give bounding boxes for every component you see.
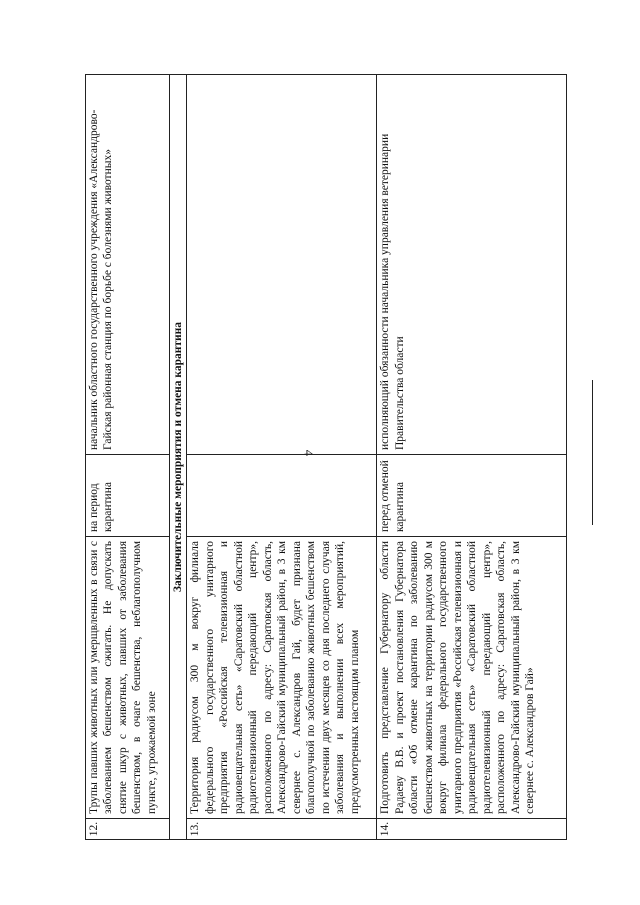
rotated-table-container bbox=[85, 75, 565, 840]
row-number: 14. bbox=[377, 819, 567, 840]
term-cell bbox=[187, 455, 377, 537]
table-row bbox=[377, 75, 567, 840]
section-header-row bbox=[170, 75, 187, 840]
row-number: 12. bbox=[86, 819, 170, 840]
term-cell: перед отменой карантина bbox=[377, 455, 567, 537]
responsible-cell bbox=[187, 75, 377, 455]
responsible-cell: начальник областного государственного учреждения «Александрово-Гайская районная станция по борьбе с болезнями животных» bbox=[86, 75, 170, 455]
signature-line bbox=[592, 380, 593, 525]
section-title: Заключительные мероприятия и отмена карантина bbox=[170, 75, 187, 840]
measure-cell: Подготовить представление Губернатору области Радаеву В.В. и проект постановления Губернатора области «Об отмене карантина по заболеванию бешенством животных на территории радиусом 300 м вокруг филиала федерального государственного унитарного предприятия «Российская телевизионная и радиовещательная сеть» «Саратовский областной радиотелевизионный передающий центр», расположенного по адресу: Саратовская область, Александрово-Гайский муниципальный район, в 3 км севернее с. Александров Гай» bbox=[377, 537, 567, 819]
row-number: 13. bbox=[187, 819, 377, 840]
page-number: 4 bbox=[301, 449, 317, 457]
table-row bbox=[187, 75, 377, 840]
term-cell: на период карантина bbox=[86, 455, 170, 537]
measure-cell: Трупы павших животных или умерщвленных в связи с заболеванием бешенством сжигать. Не допускать снятие шкур с животных, павших от заболевания бешенством, в очаге бешенства, неблагополучном пункте, угрожаемой зоне bbox=[86, 537, 170, 819]
measures-table bbox=[85, 74, 567, 840]
measure-cell: Территория радиусом 300 м вокруг филиала федерального государственного унитарного предприятия «Российская телевизионная и радиовещательная сеть» «Саратовский областной радиотелевизионный передающий центр», расположенного по адресу: Саратовская область, Александрово-Гайский муниципальный район, в 3 км севернее с. Александров Гай, будет признана благополучной по заболеванию животных бешенством по истечении двух месяцев со дня последнего случая заболевания и выполнении всех мероприятий, предусмотренных настоящим планом bbox=[187, 537, 377, 819]
responsible-cell: исполняющий обязанности начальника управления ветеринарии Правительства области bbox=[377, 75, 567, 455]
table-row bbox=[86, 75, 170, 840]
